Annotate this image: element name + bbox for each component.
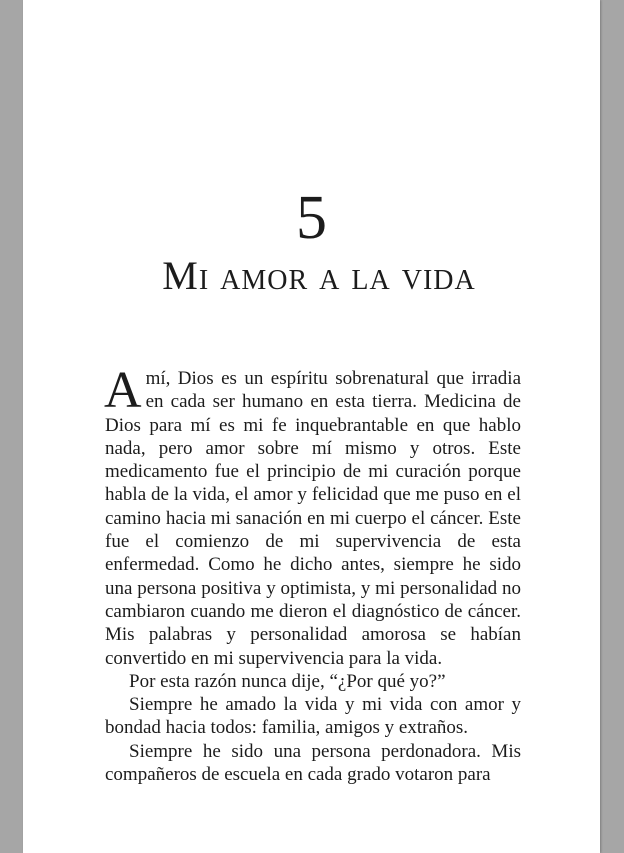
paragraph-1-text: mí, Dios es un espíritu sobrenatural que irradia en cada ser humano en esta tierra. Medicina de Dios para mí es mi fe inquebrantable en que hablo nada, pero amor sobre mí mismo y otros. Este medicamento fue el principio de mi curación porque habla de la vida, el amor y felicidad que me puso en el camino hacia mi sanación en mi cuerpo el cáncer. Este fue el comienzo de mi supervivencia de esta enfermedad. Como he dicho antes, siempre he sido una persona positiva y optimista, y mi personalidad no cambiaron cuando me dieron el diagnóstico de cáncer. Mis palabras y personalidad amorosa se habían convertido en mi supervivencia para la vida.	[105, 368, 521, 669]
chapter-title: Mi amor a la vida	[162, 253, 476, 298]
paragraph-1	[104, 362, 521, 670]
chapter-body	[104, 362, 521, 786]
paragraph-2: Por esta razón nunca dije, “¿Por qué yo?”	[129, 670, 446, 692]
drop-cap: A	[104, 362, 142, 419]
book-page	[23, 0, 600, 853]
paragraph-4: Siempre he sido una persona perdonadora. Mis compañeros de escuela en cada grado votaron para	[105, 740, 521, 786]
paragraph-3: Siempre he amado la vida y mi vida con amor y bondad hacia todos: familia, amigos y extraños.	[105, 694, 521, 739]
chapter-number: 5	[296, 184, 327, 252]
